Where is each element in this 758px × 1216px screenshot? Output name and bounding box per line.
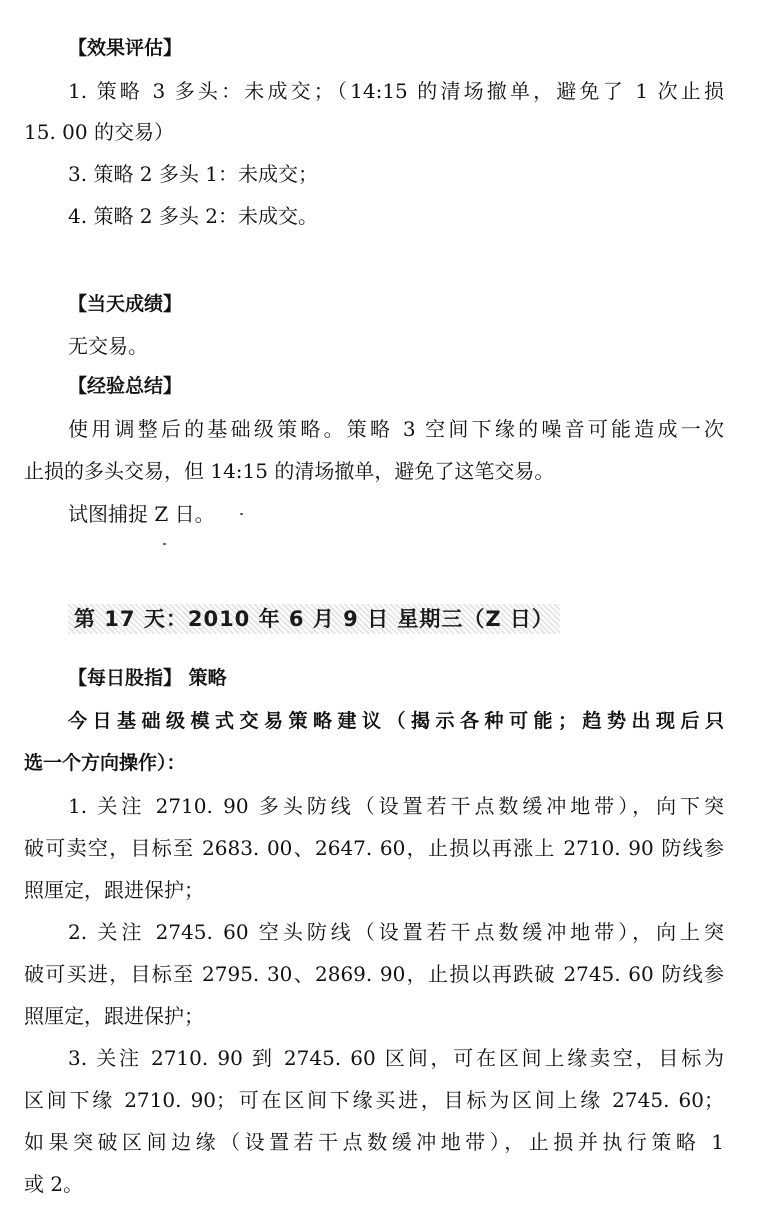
- strategy-item-3-cont: 区间下缘 2710. 90；可在区间下缘买进，目标为区间上缘 2745. 60；: [24, 1088, 724, 1112]
- strategy-intro: 今日基础级模式交易策略建议（揭示各种可能；趋势出现后只: [68, 710, 724, 732]
- chapter-title: 第 17 天：2010 年 6 月 9 日 星期三（Z 日）: [68, 604, 560, 634]
- results-text: 无交易。: [68, 334, 148, 358]
- strategy-item-2-end: 照厘定，跟进保护；: [24, 1004, 204, 1028]
- strategy-heading: 【每日股指】 策略: [68, 667, 227, 689]
- strategy-item-2: 2. 关注 2745. 60 空头防线（设置若干点数缓冲地带），向上突: [68, 920, 724, 944]
- summary-paragraph-2: 试图捕捉 Z 日。: [68, 502, 215, 526]
- print-speck: [240, 513, 243, 515]
- evaluation-item-1-cont: 15. 00 的交易）: [24, 120, 174, 144]
- evaluation-item-4: 4. 策略 2 多头 2：未成交。: [68, 204, 318, 228]
- strategy-item-1: 1. 关注 2710. 90 多头防线（设置若干点数缓冲地带），向下突: [68, 794, 724, 818]
- evaluation-item-3: 3. 策略 2 多头 1：未成交；: [68, 162, 318, 186]
- strategy-item-3-end: 或 2。: [24, 1172, 84, 1196]
- evaluation-heading: 【效果评估】: [68, 37, 183, 59]
- summary-heading: 【经验总结】: [68, 375, 183, 397]
- strategy-item-3: 3. 关注 2710. 90 到 2745. 60 区间，可在区间上缘卖空，目标为: [68, 1046, 724, 1070]
- strategy-item-1-end: 照厘定，跟进保护；: [24, 878, 204, 902]
- strategy-item-2-cont: 破可买进，目标至 2795. 30、2869. 90，止损以再跌破 2745. 60 防线参: [24, 962, 724, 986]
- print-speck: [163, 543, 166, 545]
- summary-paragraph-cont: 止损的多头交易，但 14:15 的清场撤单，避免了这笔交易。: [24, 459, 555, 483]
- evaluation-item-1: 1. 策略 3 多头：未成交；（14:15 的清场撤单，避免了 1 次止损: [68, 79, 724, 103]
- strategy-intro-cont: 选一个方向操作）：: [24, 752, 186, 774]
- results-heading: 【当天成绩】: [68, 293, 183, 315]
- summary-paragraph: 使用调整后的基础级策略。策略 3 空间下缘的噪音可能造成一次: [68, 417, 724, 441]
- strategy-item-1-cont: 破可卖空，目标至 2683. 00、2647. 60，止损以再涨上 2710. 90 防线参: [24, 836, 724, 860]
- strategy-item-3-cont-2: 如果突破区间边缘（设置若干点数缓冲地带），止损并执行策略 1: [24, 1130, 724, 1154]
